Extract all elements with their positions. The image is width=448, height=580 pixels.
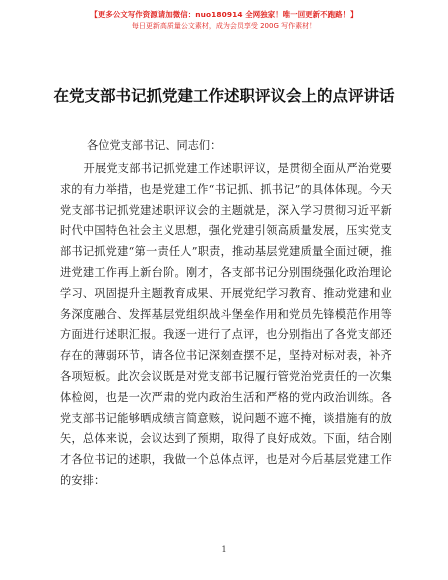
page-number: 1 — [221, 545, 227, 554]
document-body — [60, 159, 392, 492]
document-title: 在党支部书记抓党建工作述职评议会上的点评讲话 — [53, 86, 395, 105]
body-paragraph: 开展党支部书记抓党建工作述职评议，是贯彻全面从严治党要求的有力举措，也是党建工作“书记抓、抓书记”的具体体现。今天党支部书记抓党建述职评议会的主题就是，深入学习贯彻习近平新时代中国特色社会主义思想，强化党建引领高质量发展，压实党支部书记抓党建“第一责任人”职责，推动基层党建质量全面过硬，推进党建工作再上新台阶。刚才，各支部书记分别围绕强化政治理论学习、巩固提升主题教育成果、开展党纪学习教育、推动党建和业务深度融合、发挥基层党组织战斗堡垒作用和党员先锋模范作用等方面进行述职汇报。我逐一进行了点评，也分别指出了各党支部还存在的薄弱环节，请各位书记深刻查摆不足，坚持对标对表，补齐各项短板。此次会议既是对党支部书记履行管党治党责任的一次集体检阅，也是一次严肃的党内政治生活和严格的党内政治训练。各党支部书记能够晒成绩言简意赅，说问题不遮不掩，谈措施有的放矢，总体来说，会议达到了预期，取得了良好成效。下面，结合刚才各位书记的述职，我做一个总体点评，也是对今后基层党建工作的安排： — [60, 162, 392, 487]
promo-banner — [0, 9, 448, 31]
salutation: 各位党支部书记、同志们： — [87, 139, 222, 152]
promo-line-membership: 每日更新高质量公文素材，成为会员享受 200G 写作素材！ — [131, 22, 317, 30]
promo-line-wechat: 【更多公文写作资源请加微信：nuo180914 全网独家！唯一回更新不跑路！】 — [90, 10, 358, 19]
